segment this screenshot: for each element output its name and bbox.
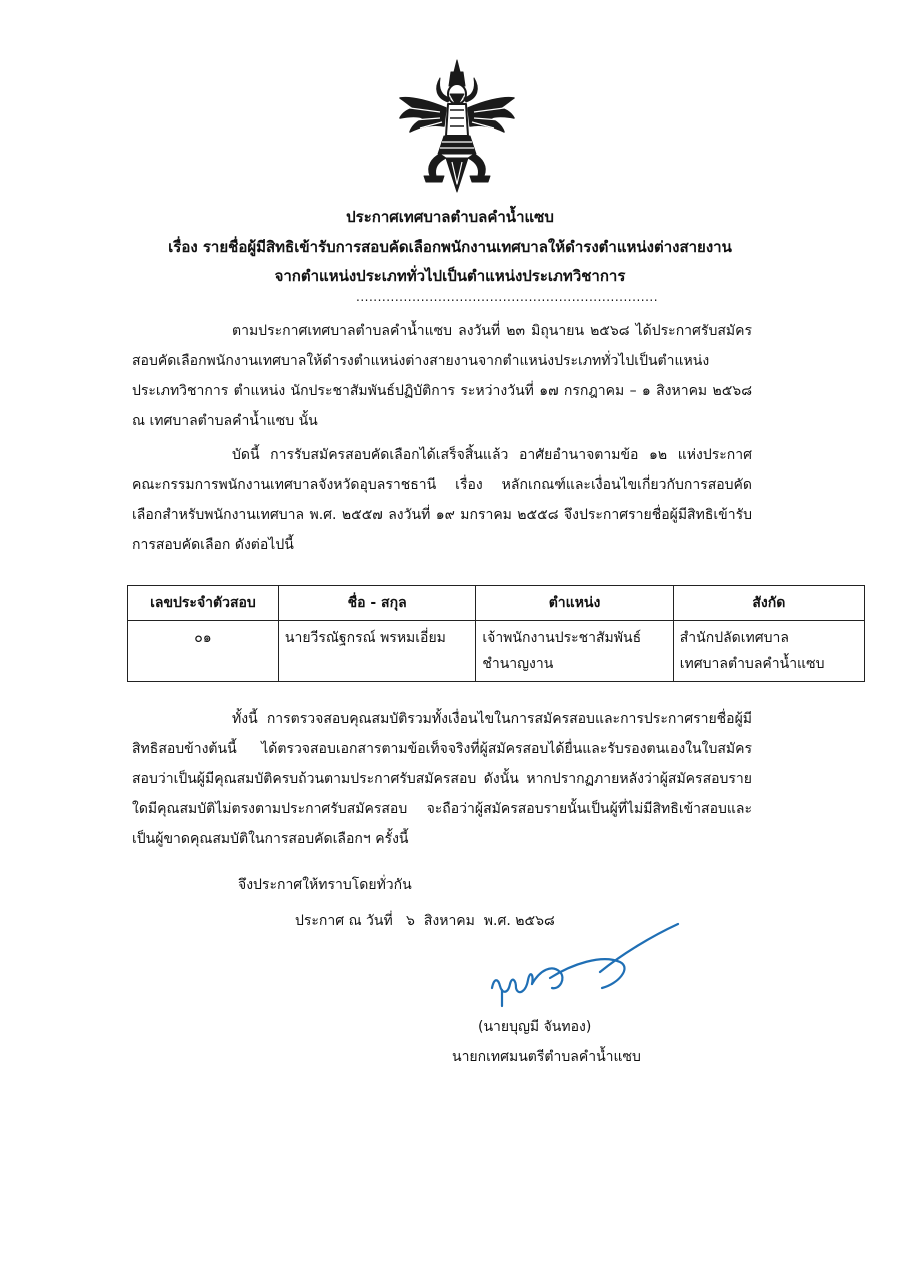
cell-position-line-1: เจ้าพนักงานประชาสัมพันธ์ [482, 630, 642, 646]
signatory-position: นายกเทศมนตรีตำบลคำน้ำแซบ [452, 1049, 641, 1065]
cell-affiliation-line-2: เทศบาลตำบลคำน้ำแซบ [679, 656, 825, 672]
handwritten-signature-icon [482, 908, 682, 1008]
subject-line-2: จากตำแหน่งประเภททั่วไปเป็นตำแหน่งประเภทวิชาการ [274, 267, 626, 285]
table-row [128, 621, 865, 682]
header-full-name: ชื่อ - สกุล [278, 586, 475, 621]
cell-position [476, 621, 673, 682]
announcement-closing: จึงประกาศให้ทราบโดยทั่วกัน [238, 877, 412, 893]
title-separator: ...................................................................... [356, 290, 659, 304]
header-exam-id: เลขประจำตัวสอบ [128, 586, 279, 621]
candidate-table [127, 585, 865, 682]
body-paragraph-3: ทั้งนี้ การตรวจสอบคุณสมบัติรวมทั้งเงื่อนไขในการสมัครสอบและการประกาศรายชื่อผู้มีสิทธิสอบข้างต้นนี้ ได้ตรวจสอบเอกสารตามข้อเท็จจริงที่ผู้สมัครสอบได้ยื่นและรับรองตนเองในใบสมัครสอบว่าเป็นผู้มีคุณสมบัติครบถ้วนตามประกาศรับสมัครสอบ ดังนั้น หากปรากฏภายหลังว่าผู้สมัครสอบรายใดมีคุณสมบัติไม่ตรงตามประกาศรับสมัครสอบ จะถือว่าผู้สมัครสอบรายนั้นเป็นผู้ที่ไม่มีสิทธิเข้าสอบและเป็นผู้ขาดคุณสมบัติในการสอบคัดเลือกฯ ครั้งนี้ [132, 711, 752, 847]
table-header-row [128, 586, 865, 621]
cell-position-line-2: ชำนาญงาน [482, 656, 554, 672]
garuda-emblem-icon [396, 58, 518, 196]
announcement-date: ประกาศ ณ วันที่ ๖ สิงหาคม พ.ศ. ๒๕๖๘ [295, 913, 555, 929]
cell-exam-id: ๐๑ [128, 621, 279, 682]
header-position: ตำแหน่ง [476, 586, 673, 621]
body-paragraph-2: บัดนี้ การรับสมัครสอบคัดเลือกได้เสร็จสิ้นแล้ว อาศัยอำนาจตามข้อ ๑๒ แห่งประกาศคณะกรรมการพนักงานเทศบาลจังหวัดอุบลราชธานี เรื่อง หลักเกณฑ์และเงื่อนไขเกี่ยวกับการสอบคัดเลือกสำหรับพนักงานเทศบาล พ.ศ. ๒๕๕๗ ลงวันที่ ๑๙ มกราคม ๒๕๕๘ จึงประกาศรายชื่อผู้มีสิทธิเข้ารับการสอบคัดเลือก ดังต่อไปนี้ [132, 447, 752, 553]
cell-affiliation [673, 621, 864, 682]
subject-line-1: เรื่อง รายชื่อผู้มีสิทธิเข้ารับการสอบคัดเลือกพนักงานเทศบาลให้ดำรงตำแหน่งต่างสายงาน [168, 238, 732, 256]
header-affiliation: สังกัด [673, 586, 864, 621]
cell-full-name: นายวีรณัฐกรณ์ พรหมเอี่ยม [278, 621, 475, 682]
cell-affiliation-line-1: สำนักปลัดเทศบาล [679, 630, 789, 646]
document-title: ประกาศเทศบาลตำบลคำน้ำแซบ [346, 208, 554, 226]
signatory-name: (นายบุญมี จันทอง) [478, 1019, 592, 1035]
body-paragraph-1: ตามประกาศเทศบาลตำบลคำน้ำแซบ ลงวันที่ ๒๓ มิถุนายน ๒๕๖๘ ได้ประกาศรับสมัครสอบคัดเลือกพนักงานเทศบาลให้ดำรงตำแหน่งต่างสายงานจากตำแหน่งประเภททั่วไปเป็นตำแหน่งประเภทวิชาการ ตำแหน่ง นักประชาสัมพันธ์ปฏิบัติการ ระหว่างวันที่ ๑๗ กรกฎาคม – ๑ สิงหาคม ๒๕๖๘ ณ เทศบาลตำบลคำน้ำแซบ นั้น [132, 323, 752, 429]
